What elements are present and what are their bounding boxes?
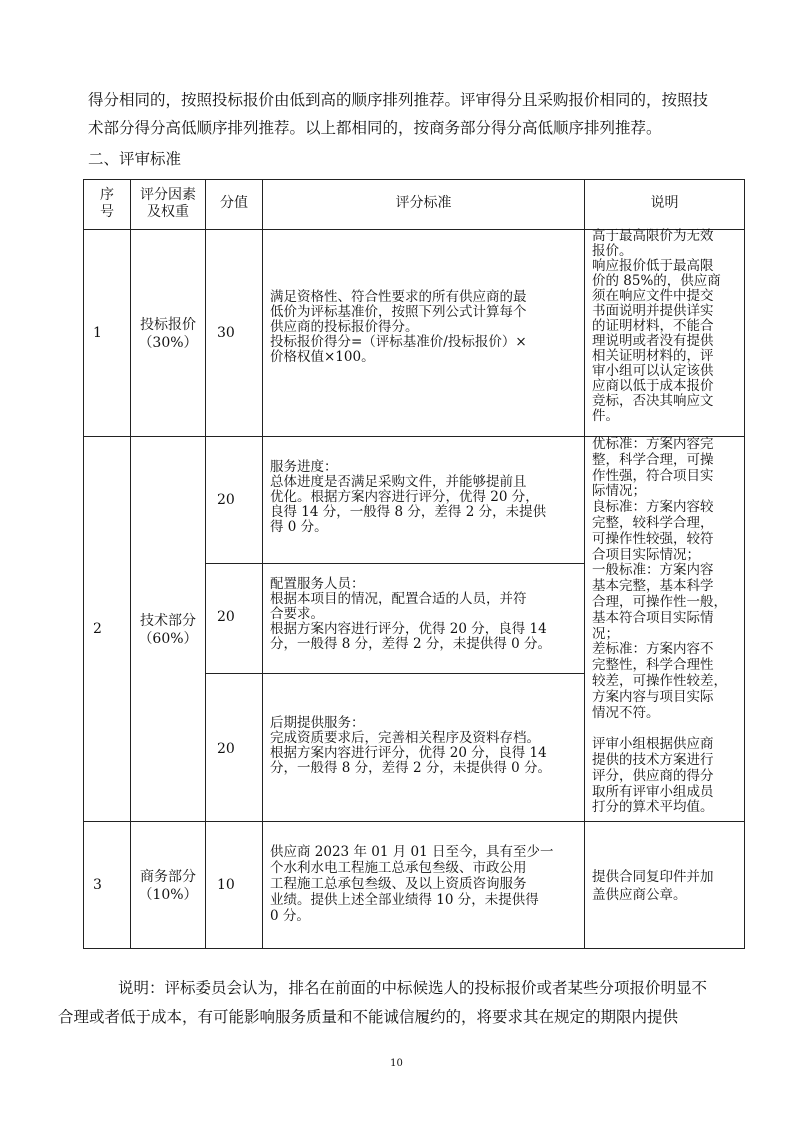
remark-line: 基本符合项目实际情 [592, 609, 714, 626]
criteria-line: 根据本项目的情况，配置合适的人员，并符 [270, 591, 527, 607]
table-border-left [83, 179, 84, 949]
criteria-line: 良得 14 分，一般得 8 分，差得 2 分，未提供 [270, 504, 547, 520]
criteria-line: 后期提供服务： [270, 715, 365, 731]
row3-remark [592, 868, 742, 904]
row2-sub1-criteria [270, 460, 582, 535]
row2-sub1-score: 20 [217, 492, 235, 508]
row3-seq: 3 [93, 877, 102, 893]
remark-line: 际情况； [592, 483, 646, 500]
section-heading: 二、评审标准 [88, 150, 182, 168]
criteria-line: 投标报价得分=（评标基准价/投标报价）× [270, 334, 527, 350]
row2-remark [592, 437, 742, 816]
header-seq-line: 序 [100, 187, 114, 203]
criteria-line: 满足资格性、符合性要求的所有供应商的最 [270, 289, 527, 305]
row3-factor-line: 商务部分 [140, 869, 196, 885]
remark-line: 报价。 [592, 243, 633, 259]
criteria-line: 分，一般得 8 分，差得 2 分，未提供得 0 分。 [270, 636, 552, 652]
remark-line: 可操作性较强，较符 [592, 530, 714, 547]
remark-line: 良标准：方案内容较 [592, 499, 714, 516]
remark-line: 一般标准：方案内容 [592, 562, 714, 579]
remark-line: 完整性，科学合理性 [592, 657, 714, 674]
remark-line: 盖供应商公章。 [592, 887, 687, 903]
remark-line [592, 721, 742, 737]
remark-line: 优标准：方案内容完 [592, 436, 714, 452]
note-line: 合理或者低于成本，有可能影响服务质量和不能诚信履约的，将要求其在规定的期限内提供 [58, 1008, 679, 1026]
table-border-right [744, 179, 745, 949]
criteria-line: 合要求。 [270, 606, 324, 622]
intro-paragraph [88, 86, 718, 142]
row1-remark [592, 229, 742, 424]
row1-factor [131, 316, 205, 352]
row2-sub2-criteria [270, 577, 582, 652]
evaluation-table [83, 179, 745, 949]
criteria-line: 配置服务人员： [270, 576, 365, 592]
row3-factor-line: （10%） [138, 887, 198, 903]
header-factor-line: 及权重 [147, 204, 189, 220]
remark-line: 相关证明材料的，评 [592, 348, 714, 364]
remark-line: 高于最高限价为无效 [592, 228, 714, 244]
row2-sub2-score: 20 [217, 609, 235, 625]
table-col-divider [584, 179, 585, 949]
note-line: 说明：评标委员会认为，排名在前面的中标候选人的投标报价或者某些分项报价明显不 [118, 979, 708, 997]
header-remark: 说明 [650, 195, 679, 211]
remark-line: 况； [592, 625, 619, 642]
criteria-line: 0 分。 [270, 908, 310, 924]
row1-factor-line: 投标报价 [140, 317, 196, 333]
table-border-top [83, 179, 745, 180]
criteria-line: 供应商的投标报价得分。 [270, 319, 419, 335]
remark-line: 评审小组根据供应商 [592, 736, 714, 753]
remark-line: 理说明或者没有提供 [592, 333, 714, 349]
criteria-line: 供应商 2023 年 01 月 01 日至今，具有至少一 [270, 844, 554, 860]
row1-factor-line: （30%） [138, 335, 198, 351]
criteria-line: 个水利水电工程施工总承包叁级、市政公用 [270, 860, 527, 876]
remark-line: 差标准：方案内容不 [592, 641, 714, 658]
criteria-line: 低价为评标基准价，按照下列公式计算每个 [270, 304, 527, 320]
criteria-line: 完成资质要求后，完善相关程序及资料存档。 [270, 730, 540, 746]
criteria-line: 总体进度是否满足采购文件，并能够提前且 [270, 474, 527, 490]
remark-line: 的证明材料，不能合 [592, 318, 714, 334]
remark-line: 评分，供应商的得分 [592, 767, 714, 784]
remark-line: 情况不符。 [592, 704, 660, 721]
table-col-divider [130, 179, 131, 949]
remark-line: 价的 85%的，供应商 [592, 273, 721, 289]
remark-line: 整，科学合理，可操 [592, 451, 714, 468]
row3-score: 10 [217, 877, 235, 893]
remark-line: 提供的技术方案进行 [592, 751, 714, 768]
intro-line: 得分相同的，按照投标报价由低到高的顺序排列推荐。评审得分且采购报价相同的，按照技 [88, 91, 709, 109]
criteria-line: 分，一般得 8 分，差得 2 分，未提供得 0 分。 [270, 760, 552, 776]
remark-line: 审小组可以认定该供 [592, 363, 714, 379]
remark-line: 取所有评审小组成员 [592, 783, 714, 800]
note-paragraph [58, 974, 728, 1032]
row3-factor [131, 868, 205, 904]
table-row-divider [83, 821, 745, 822]
criteria-line: 服务进度： [270, 459, 338, 475]
row2-seq: 2 [93, 621, 102, 637]
remark-line: 基本完整，基本科学 [592, 578, 714, 595]
row1-score: 30 [217, 325, 235, 341]
row1-criteria [270, 290, 582, 365]
row1-seq: 1 [93, 325, 102, 341]
header-factor [131, 187, 205, 221]
criteria-line: 得 0 分。 [270, 519, 328, 535]
criteria-line: 工程施工总承包叁级、及以上资质咨询服务 [270, 876, 527, 892]
row2-factor-line: （60%） [138, 631, 198, 647]
remark-line: 较差，可操作性较差， [592, 672, 727, 689]
remark-line: 竞标，否决其响应文 [592, 393, 714, 409]
criteria-line: 根据方案内容进行评分，优得 20 分，良得 14 [270, 621, 547, 637]
table-col-divider [205, 179, 206, 949]
remark-line: 提供合同复印件并加 [592, 869, 714, 885]
table-col-divider [262, 179, 263, 949]
remark-line: 书面说明并提供详实 [592, 303, 714, 319]
header-score: 分值 [220, 195, 248, 211]
criteria-line: 价格权值×100。 [270, 349, 375, 365]
remark-line: 应商以低于成本报价 [592, 378, 714, 394]
remark-line: 合项目实际情况； [592, 546, 700, 563]
row2-sub3-criteria [270, 716, 582, 776]
criteria-line: 业绩。提供上述全部业绩得 10 分，未提供得 [270, 892, 539, 908]
row3-criteria [270, 844, 582, 924]
remark-line: 打分的算术平均值。 [592, 799, 714, 816]
remark-line: 作性强，符合项目实 [592, 467, 714, 484]
remark-line: 须在响应文件中提交 [592, 288, 714, 304]
row2-factor [131, 612, 205, 648]
remark-line: 方案内容与项目实际 [592, 688, 714, 705]
header-seq [84, 187, 130, 221]
header-factor-line: 评分因素 [140, 187, 196, 203]
intro-line: 术部分得分高低顺序排列推荐。以上都相同的，按商务部分得分高低顺序排列推荐。 [88, 119, 662, 137]
row2-sub3-score: 20 [217, 741, 235, 757]
page-number: 10 [390, 1058, 403, 1069]
header-criteria: 评分标准 [395, 195, 452, 211]
remark-line: 响应报价低于最高限 [592, 258, 714, 274]
row2-factor-line: 技术部分 [140, 613, 196, 629]
table-border-bottom [83, 948, 745, 949]
remark-line: 合理，可操作性一般， [592, 593, 727, 610]
remark-line: 件。 [592, 408, 619, 424]
remark-line: 完整，较科学合理， [592, 514, 714, 531]
criteria-line: 根据方案内容进行评分，优得 20 分，良得 14 [270, 745, 547, 761]
criteria-line: 优化。根据方案内容进行评分，优得 20 分， [270, 489, 539, 505]
header-seq-line: 号 [100, 204, 114, 220]
